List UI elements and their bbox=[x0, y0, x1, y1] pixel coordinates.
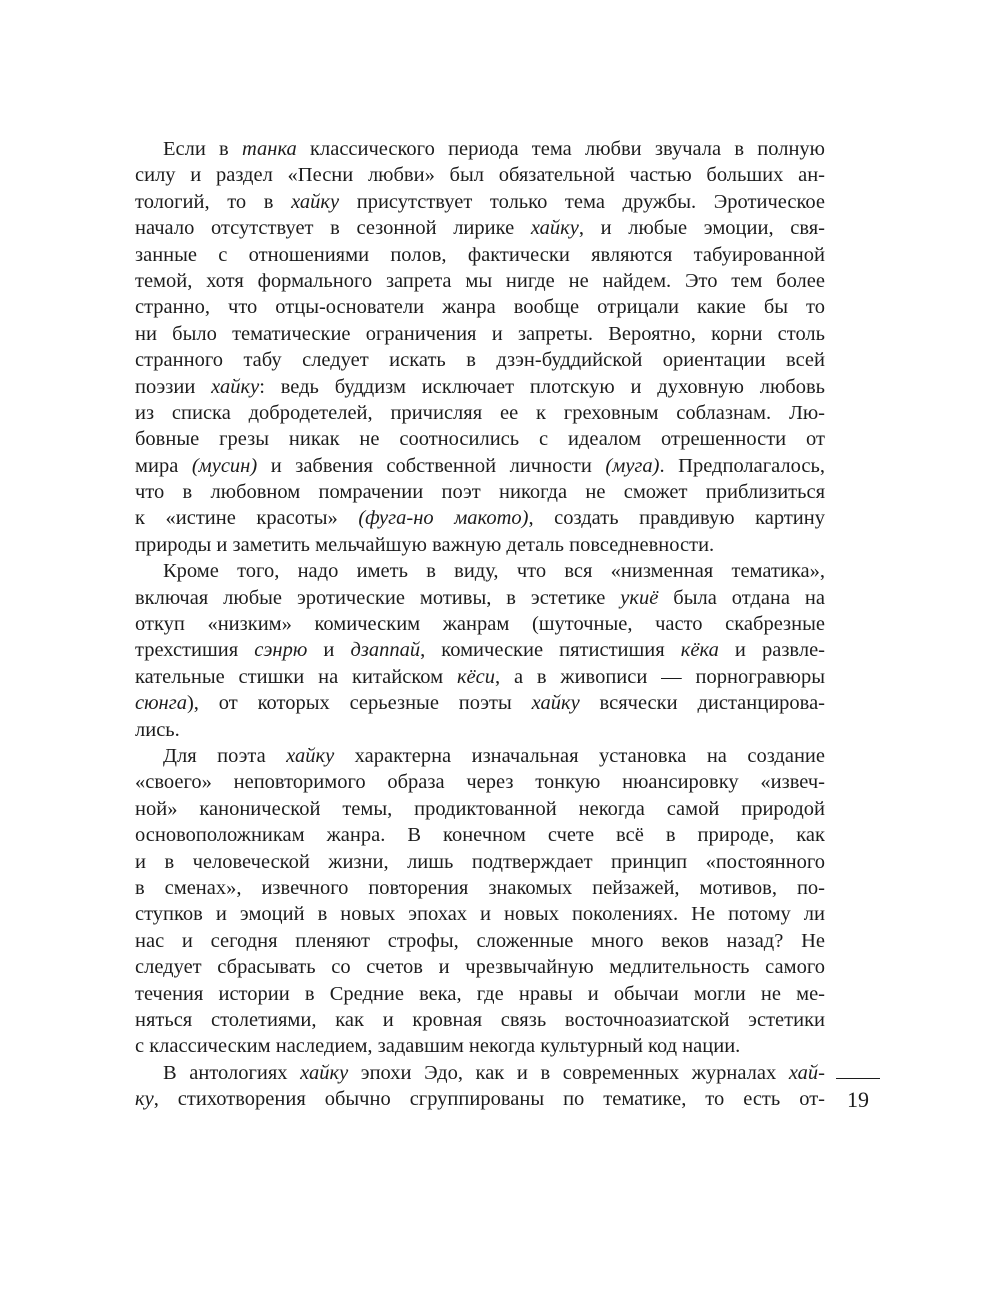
text-line: тологий, то в хайку присутствует только тема дружбы. Эротическое bbox=[135, 190, 825, 213]
text-line: силу и раздел «Песни любви» был обязательной частью больших ан- bbox=[135, 164, 825, 187]
text-line: Если в танка классического периода тема любви звучала в полную bbox=[163, 138, 825, 160]
text-line: из списка добродетелей, причисляя ее к греховным соблазнам. Лю- bbox=[135, 401, 825, 424]
text-line: и в человеческой жизни, лишь подтверждает принцип «постоянного bbox=[135, 850, 825, 873]
text-line: странного табу следует искать в дзэн-буддийской ориентации всей bbox=[135, 349, 825, 372]
text-line: лись. bbox=[135, 718, 180, 741]
text-line: занные с отношениями полов, фактически являются табуированной bbox=[135, 243, 825, 266]
text-line: Для поэта хайку характерна изначальная установка на создание bbox=[163, 744, 825, 767]
text-line: В антологиях хайку эпохи Эдо, как и в современных журналах хай- bbox=[163, 1061, 825, 1084]
text-line: нас и сегодня пленяют строфы, сложенные много веков назад? Не bbox=[135, 929, 825, 952]
text-line: течения истории в Средние века, где нравы и обычаи могли не ме- bbox=[135, 982, 825, 1005]
text-line: ни было тематические ограничения и запреты. Вероятно, корни столь bbox=[135, 322, 825, 345]
text-line: няться столетиями, как и кровная связь восточноазиатской эстетики bbox=[135, 1008, 825, 1031]
text-line: трехстишия сэнрю и дзаппай, комические пятистишия кёка и развле- bbox=[135, 639, 825, 662]
text-line: следует сбрасывать со счетов и чрезвычайную медлительность самого bbox=[135, 956, 825, 979]
text-line: поэзии хайку: ведь буддизм исключает плотскую и духовную любовь bbox=[135, 375, 825, 398]
text-line: кательные стишки на китайском кёси, а в живописи — порногравюры bbox=[135, 665, 825, 688]
text-line: включая любые эротические мотивы, в эстетике укиё была отдана на bbox=[135, 586, 825, 609]
page-number: 19 bbox=[847, 1087, 869, 1112]
text-line: что в любовном помрачении поэт никогда не сможет приблизиться bbox=[135, 481, 825, 504]
text-line: ступков и эмоций в новых эпохах и новых поколениях. Не потому ли bbox=[135, 903, 825, 926]
text-line: Кроме того, надо иметь в виду, что вся «низменная тематика», bbox=[163, 560, 825, 583]
text-line: начало отсутствует в сезонной лирике хайку, и любые эмоции, свя- bbox=[135, 217, 825, 240]
text-line: в сменах», извечного повторения знакомых пейзажей, мотивов, по- bbox=[135, 876, 825, 899]
text-line: «своего» неповторимого образа через тонкую нюансировку «извеч- bbox=[135, 771, 825, 794]
text-line: темой, хотя формального запрета мы нигде не найдем. Это тем более bbox=[135, 269, 825, 292]
text-line: к «истине красоты» (фуга-но макото), создать правдивую картину bbox=[135, 507, 825, 530]
page-number-rule bbox=[836, 1078, 880, 1079]
text-line: откуп «низким» комическим жанрам (шуточные, часто скабрезные bbox=[135, 613, 825, 636]
text-line: мира (мусин) и забвения собственной личности (муга). Предполагалось, bbox=[135, 454, 825, 477]
text-line: ной» канонической темы, продиктованной некогда самой природой bbox=[135, 797, 825, 820]
text-line: с классическим наследием, задавшим некогда культурный код нации. bbox=[135, 1035, 741, 1058]
text-line: бовные грезы никак не соотносились с идеалом отрешенности от bbox=[135, 428, 825, 451]
text-line: основоположникам жанра. В конечном счете всё в природе, как bbox=[135, 824, 825, 847]
text-line: ку, стихотворения обычно сгруппированы по тематике, то есть от- bbox=[135, 1088, 825, 1111]
body-text bbox=[135, 136, 825, 1112]
text-line: странно, что отцы-основатели жанра вообще отрицали какие бы то bbox=[135, 296, 825, 319]
text-line: сюнга), от которых серьезные поэты хайку всячески дистанцирова- bbox=[135, 692, 826, 715]
text-line: природы и заметить мельчайшую важную деталь повседневности. bbox=[135, 533, 715, 556]
